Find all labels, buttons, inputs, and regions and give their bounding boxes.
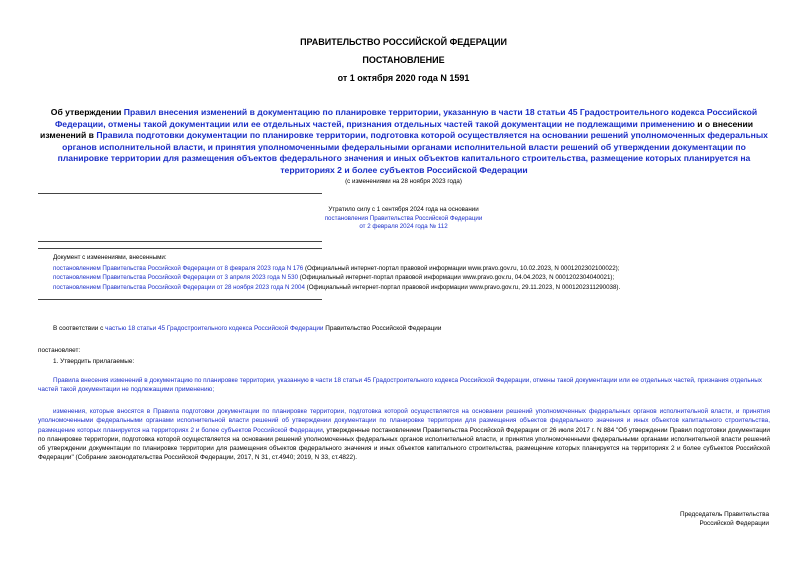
changes-text: , утвержденные постановлением Правительства Российской Федерации от 26 июля 2017 г. N 884 "Об утверждении Правил подготовки документации по планировке территории, подготовка которой осуществляется на основании решений уполномоченных федеральных органов исполнительной власти, и принятия уполномоченными федеральными органами исполнительной власти решений об утверждении документации по планировке территории для размещения объектов федерального значения и иных объектов капитального строительства, размещение которых планируется на территориях 2 и более субъектов Российской Федерации" — [38, 426, 770, 462]
document-title — [36, 107, 772, 176]
signature-title: Председатель Правительства — [680, 511, 769, 518]
changes-source: (Собрание законодательства Российской Федерации, 2017, N 31, ст.4940; 2019, N 33, ст.4822). — [73, 454, 357, 462]
decrees-word: постановляет: — [38, 347, 81, 354]
item-1: 1. Утвердить прилагаемые: — [53, 358, 135, 365]
signature-country: Российской Федерации — [699, 520, 769, 528]
title-prefix: Об утверждении — [50, 107, 124, 117]
title-rules-link[interactable]: Правил внесения изменений в документацию по планировке территории, указанную в части 18 статьи 45 Градостроительного кодекса Российской Федерации, отмены такой документации или ее отдельных частей, признания отдельных частей такой документации не подлежащими применению — [54, 107, 758, 129]
preamble — [53, 324, 773, 333]
expired-line: Утратило силу с 1 сентября 2024 года на основании — [328, 206, 479, 213]
signature — [680, 510, 769, 529]
divider — [38, 248, 322, 249]
document-type: ПОСТАНОВЛЕНИЕ — [362, 55, 445, 65]
title-middle: и о внесении изменений в — [40, 118, 754, 140]
rules-paragraph — [38, 376, 770, 395]
divider — [38, 299, 322, 300]
changes-intro: Документ с изменениями, внесенными: — [53, 254, 167, 261]
revision-note: (с изменениями на 28 ноября 2023 года) — [345, 178, 462, 185]
amendment-source: (Официальный интернет-портал правовой информации www.pravo.gov.ru, 29.11.2023, N 0001202311290038). — [304, 283, 621, 291]
expired-decree-link[interactable]: постановления Правительства Российской Федерации — [324, 214, 483, 222]
changes-link[interactable]: изменения, которые вносятся в Правила подготовки документации по планировке территории, подготовка которой осуществляется на основании решений уполномоченных федеральных органов исполнительной власти, и принятия уполномоченными федеральными органами исполнительной власти решений об утверждении документации по планировке территории для размещения объектов федерального значения и иных объектов капитального строительства, размещение которых планируется на территориях 2 и более субъектов Российской Федерации — [38, 408, 770, 434]
list-item — [53, 274, 773, 283]
divider — [38, 241, 322, 242]
amendment-link[interactable]: постановлением Правительства Российской Федерации от 3 апреля 2023 года N 530 — [53, 274, 299, 282]
rules-link[interactable]: Правила внесения изменений в документацию по планировке территории, указанную в части 18 статьи 45 Градостроительного кодекса Российской Федерации, отмены такой документации или ее отдельных частей, признания отдельных частей такой документации не подлежащими применению; — [38, 377, 762, 394]
government-heading: ПРАВИТЕЛЬСТВО РОССИЙСКОЙ ФЕДЕРАЦИИ — [300, 37, 507, 47]
list-item — [53, 265, 773, 274]
changes-block — [53, 254, 773, 292]
document-date-number: от 1 октября 2020 года N 1591 — [337, 73, 470, 83]
amendment-link[interactable]: постановлением Правительства Российской Федерации от 28 ноября 2023 года N 2004 — [53, 283, 305, 291]
title-amended-rules-link[interactable]: Правила подготовки документации по планировке территории, подготовка которой осуществляется на основании решений уполномоченных федеральных органов исполнительной власти, и принятия уполномоченными федеральными органами исполнительной власти решений об утверждении документации по планировке территории для размещения объектов федерального значения и иных объектов капитального строительства, размещение которых планируется на территориях 2 и более субъектов Российской Федерации — [57, 130, 768, 175]
amendment-source: (Официальный интернет-портал правовой информации www.pravo.gov.ru, 10.02.2023, N 0001202302100022); — [303, 264, 620, 272]
preamble-code-link[interactable]: частью 18 статьи 45 Градостроительного кодекса Российской Федерации — [105, 325, 324, 332]
expired-decree-date-link[interactable]: от 2 февраля 2024 года № 112 — [359, 223, 448, 231]
preamble-prefix: В соответствии с — [53, 325, 106, 332]
amendment-link[interactable]: постановлением Правительства Российской Федерации от 8 февраля 2023 года N 176 — [53, 264, 304, 272]
divider — [38, 193, 322, 194]
amendment-source: (Официальный интернет-портал правовой информации www.pravo.gov.ru, 04.04.2023, N 0001202304040021); — [298, 274, 615, 282]
list-item — [53, 284, 773, 293]
preamble-suffix: Правительство Российской Федерации — [323, 325, 442, 332]
changes-paragraph — [38, 407, 770, 463]
expired-note — [0, 206, 807, 232]
